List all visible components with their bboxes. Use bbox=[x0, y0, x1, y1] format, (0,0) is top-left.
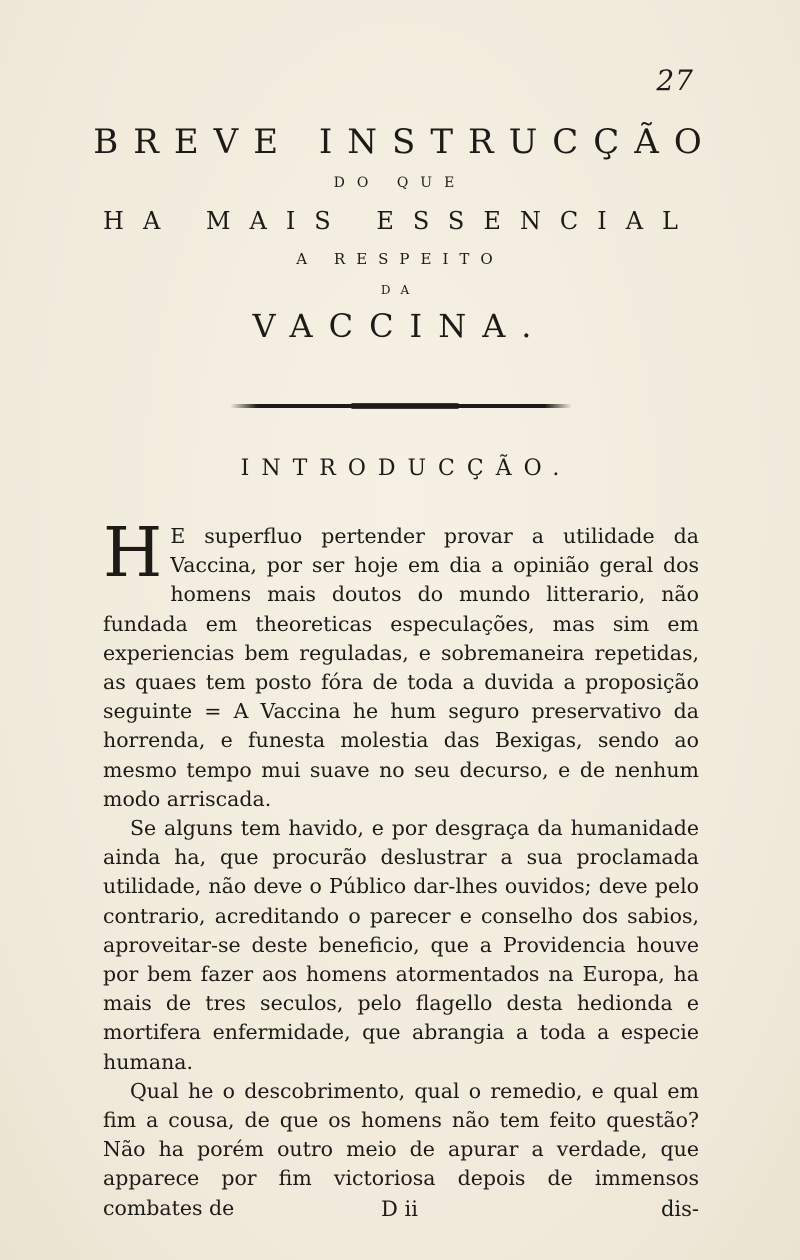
catchword: dis- bbox=[660, 1197, 699, 1221]
body-text bbox=[103, 514, 699, 1223]
paragraph-1 bbox=[103, 514, 699, 814]
decorative-rule bbox=[230, 404, 572, 408]
section-heading: INTRODUCÇÃO. bbox=[240, 456, 572, 481]
title-line-ha-mais-essencial: HA MAIS ESSENCIAL bbox=[103, 207, 697, 235]
title-line-da: DA bbox=[380, 283, 420, 297]
title-block bbox=[0, 120, 800, 346]
page-number: 27 bbox=[656, 64, 694, 97]
drop-cap: H bbox=[103, 514, 163, 593]
paragraph-2: Se alguns tem havido, e por desgraça da humanidade ainda ha, que procurão deslustrar a sua proclamada utilidade, não deve o Público dar-lhes ouvidos; deve pelo contrario, acreditando o parecer e conselho dos sabios, aproveitar-se deste beneficio, que a Providencia houve por bem fazer aos homens atormentados na Europa, ha mais de tres seculos, pelo flagello desta hedionda e mortifera enfermidade, que abrangia a toda a especie humana. bbox=[103, 816, 699, 1074]
title-line-vaccina: VACCINA. bbox=[252, 307, 548, 345]
signature-mark: D ii bbox=[381, 1197, 418, 1221]
title-line-a-respeito: A RESPEITO bbox=[296, 250, 504, 268]
title-line-main: BREVE INSTRUCÇÃO bbox=[93, 122, 717, 162]
paragraph-1-text: E superfluo pertender provar a utilidade da Vaccina, por ser hoje em dia a opinião geral dos homens mais doutos do mundo litterario, não fundada em theoreticas especulações, mas sim em experiencias bem reguladas, e sobremaneira repetidas, as quaes tem posto fóra de toda a duvida a proposição seguinte = A Vaccina he hum seguro preservativo da horrenda, e funesta molestia das Bexigas, sendo ao mesmo tempo mui suave no seu decurso, e de nenhum modo arriscada. bbox=[103, 524, 699, 811]
paragraph-3: Qual he o descobrimento, qual o remedio, e qual em fim a cousa, de que os homens não tem feito questão? Não ha porém outro meio de apurar a verdade, que apparece por fim victoriosa depois de immensos combates de bbox=[103, 1078, 699, 1220]
title-line-do-que: DO QUE bbox=[333, 175, 467, 191]
page-footer bbox=[103, 1197, 699, 1227]
